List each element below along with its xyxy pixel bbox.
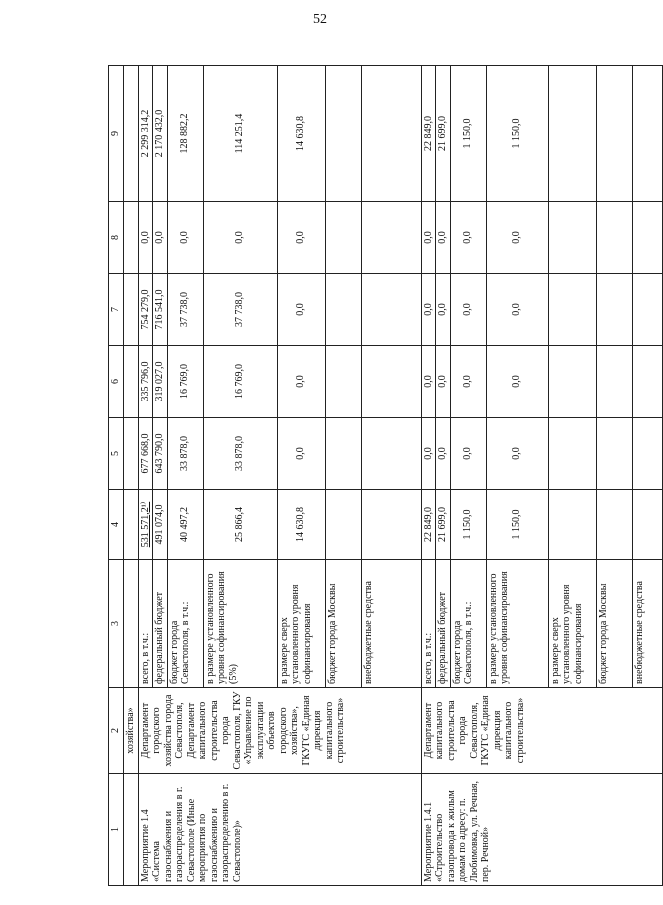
value-cell: 0,0	[421, 274, 436, 346]
source-cell: бюджет города Москвы	[596, 560, 632, 688]
value-cell: 2 299 314,2	[138, 66, 153, 202]
value-cell: 0,0	[450, 202, 486, 274]
value-cell: 0,0	[436, 418, 451, 490]
source-cell: в размере установленного уровня софинансирования (5%)	[203, 560, 277, 688]
value-cell: 335 796,0	[138, 346, 153, 418]
page-number: 52	[313, 12, 327, 27]
value-cell: 14 630,8	[277, 490, 325, 560]
source-cell: федеральный бюджет	[153, 560, 168, 688]
responsible-cell: хозяйства»	[124, 688, 139, 774]
source-cell: внебюджетные средства	[632, 560, 662, 688]
cell	[124, 346, 139, 418]
value-cell: 0,0	[486, 202, 548, 274]
cell	[124, 560, 139, 688]
value-cell	[596, 66, 632, 202]
source-cell: внебюджетные средства	[361, 560, 421, 688]
value-cell	[548, 418, 596, 490]
value-cell: 25 866,4	[203, 490, 277, 560]
col-header: 7	[109, 274, 124, 346]
value-cell	[361, 66, 421, 202]
value-cell	[361, 418, 421, 490]
event-cell: Мероприятие 1.4 «Система газоснабжения и газораспределения в г. Севастополе (Иные мероприятия по газоснабжению и газораспределению в г. Севастополе)»	[138, 774, 421, 886]
source-cell: бюджет города Севастополя, в т.ч.:	[167, 560, 203, 688]
value-cell: 319 027,0	[153, 346, 168, 418]
value-cell	[632, 490, 662, 560]
value-cell: 531 571,2¹⁾	[138, 490, 153, 560]
value-cell	[632, 418, 662, 490]
value-cell: 22 849,0	[421, 490, 436, 560]
value-cell: 0,0	[277, 202, 325, 274]
value-cell: 22 849,0	[421, 66, 436, 202]
value-cell: 114 251,4	[203, 66, 277, 202]
value-cell: 491 074,0	[153, 490, 168, 560]
value-cell: 0,0	[203, 202, 277, 274]
value-cell	[325, 418, 361, 490]
value-cell: 0,0	[421, 346, 436, 418]
value-cell	[548, 202, 596, 274]
source-cell: бюджет города Москвы	[325, 560, 361, 688]
source-cell: всего, в т.ч.:	[138, 560, 153, 688]
value-cell: 0,0	[486, 418, 548, 490]
value-cell	[632, 274, 662, 346]
value-cell	[548, 490, 596, 560]
value-cell	[361, 202, 421, 274]
value-cell: 0,0	[277, 274, 325, 346]
value-cell: 16 769,0	[203, 346, 277, 418]
value-cell: 21 699,0	[436, 490, 451, 560]
value-cell: 0,0	[277, 418, 325, 490]
value-cell	[632, 346, 662, 418]
source-cell: в размере сверх установленного уровня софинансирования	[277, 560, 325, 688]
value-cell	[325, 202, 361, 274]
value-cell: 0,0	[436, 346, 451, 418]
value-cell: 0,0	[421, 202, 436, 274]
col-header: 2	[109, 688, 124, 774]
value-cell	[325, 274, 361, 346]
cell	[124, 66, 139, 202]
table-row	[138, 66, 153, 886]
col-header: 1	[109, 774, 124, 886]
cell	[124, 490, 139, 560]
value-cell: 0,0	[486, 274, 548, 346]
value-cell: 1 150,0	[486, 66, 548, 202]
value-cell	[596, 418, 632, 490]
value-cell: 0,0	[450, 274, 486, 346]
col-header: 5	[109, 418, 124, 490]
col-header: 3	[109, 560, 124, 688]
value-cell: 14 630,8	[277, 66, 325, 202]
responsible-cell: Департамент городского хозяйства города Севастополя, Департамент капитального строительства города Севастополя, ГКУ «Управление по эксплуатации объектов городского хозяйства», ГКУГС «Единая дирекция капитального строительства»	[138, 688, 421, 774]
col-header: 6	[109, 346, 124, 418]
value-cell: 716 541,0	[153, 274, 168, 346]
value-cell: 0,0	[153, 202, 168, 274]
value-cell	[632, 202, 662, 274]
source-cell: в размере установленного уровня софинансирования	[486, 560, 548, 688]
column-number-row	[109, 66, 124, 886]
value-cell: 0,0	[450, 418, 486, 490]
col-header: 8	[109, 202, 124, 274]
value-cell: 0,0	[436, 202, 451, 274]
source-cell: бюджет города Севастополя, в т.ч.:	[450, 560, 486, 688]
col-header: 4	[109, 490, 124, 560]
value-cell: 677 668,0	[138, 418, 153, 490]
value-cell: 754 279,0	[138, 274, 153, 346]
value-cell	[361, 346, 421, 418]
value-cell: 33 878,0	[167, 418, 203, 490]
value-cell: 1 150,0	[486, 490, 548, 560]
value-cell: 37 738,0	[203, 274, 277, 346]
value-cell	[325, 66, 361, 202]
source-cell: в размере сверх установленного уровня софинансирования	[548, 560, 596, 688]
value-cell: 16 769,0	[167, 346, 203, 418]
value-cell	[596, 490, 632, 560]
value-cell: 643 790,0	[153, 418, 168, 490]
event-cell: Мероприятие 1.4.1 «Строительство газопровода к жилым домам по адресу: п. Любимовка, ул. Речная, пер. Речной»	[421, 774, 662, 886]
value-cell	[361, 274, 421, 346]
value-cell	[548, 66, 596, 202]
value-cell	[596, 346, 632, 418]
value-cell	[596, 274, 632, 346]
value-cell: 40 497,2	[167, 490, 203, 560]
cell	[124, 774, 139, 886]
source-cell: всего, в т.ч.:	[421, 560, 436, 688]
value-cell	[325, 490, 361, 560]
value-cell	[632, 66, 662, 202]
funding-table	[108, 65, 663, 886]
rotated-table-container	[108, 66, 645, 886]
value-cell: 37 738,0	[167, 274, 203, 346]
value-cell: 0,0	[450, 346, 486, 418]
value-cell: 21 699,0	[436, 66, 451, 202]
cell	[124, 202, 139, 274]
value-cell: 33 878,0	[203, 418, 277, 490]
value-cell: 0,0	[421, 418, 436, 490]
col-header: 9	[109, 66, 124, 202]
table-row	[421, 66, 436, 886]
value-cell: 0,0	[138, 202, 153, 274]
value-cell: 1 150,0	[450, 66, 486, 202]
value-cell	[361, 490, 421, 560]
value-cell: 0,0	[486, 346, 548, 418]
value-cell: 0,0	[167, 202, 203, 274]
source-cell: федеральный бюджет	[436, 560, 451, 688]
cell	[124, 274, 139, 346]
value-cell: 1 150,0	[450, 490, 486, 560]
value-cell	[325, 346, 361, 418]
value-cell: 0,0	[436, 274, 451, 346]
value-cell	[548, 346, 596, 418]
responsible-cell: Департамент капитального строительства города Севастополя, ГКУГС «Единая дирекция капитального строительства»	[421, 688, 662, 774]
cell	[124, 418, 139, 490]
rotated-table-area	[108, 66, 645, 886]
continuation-row	[124, 66, 139, 886]
value-cell: 2 170 432,0	[153, 66, 168, 202]
value-cell	[596, 202, 632, 274]
value-cell: 0,0	[277, 346, 325, 418]
value-cell: 128 882,2	[167, 66, 203, 202]
value-cell	[548, 274, 596, 346]
